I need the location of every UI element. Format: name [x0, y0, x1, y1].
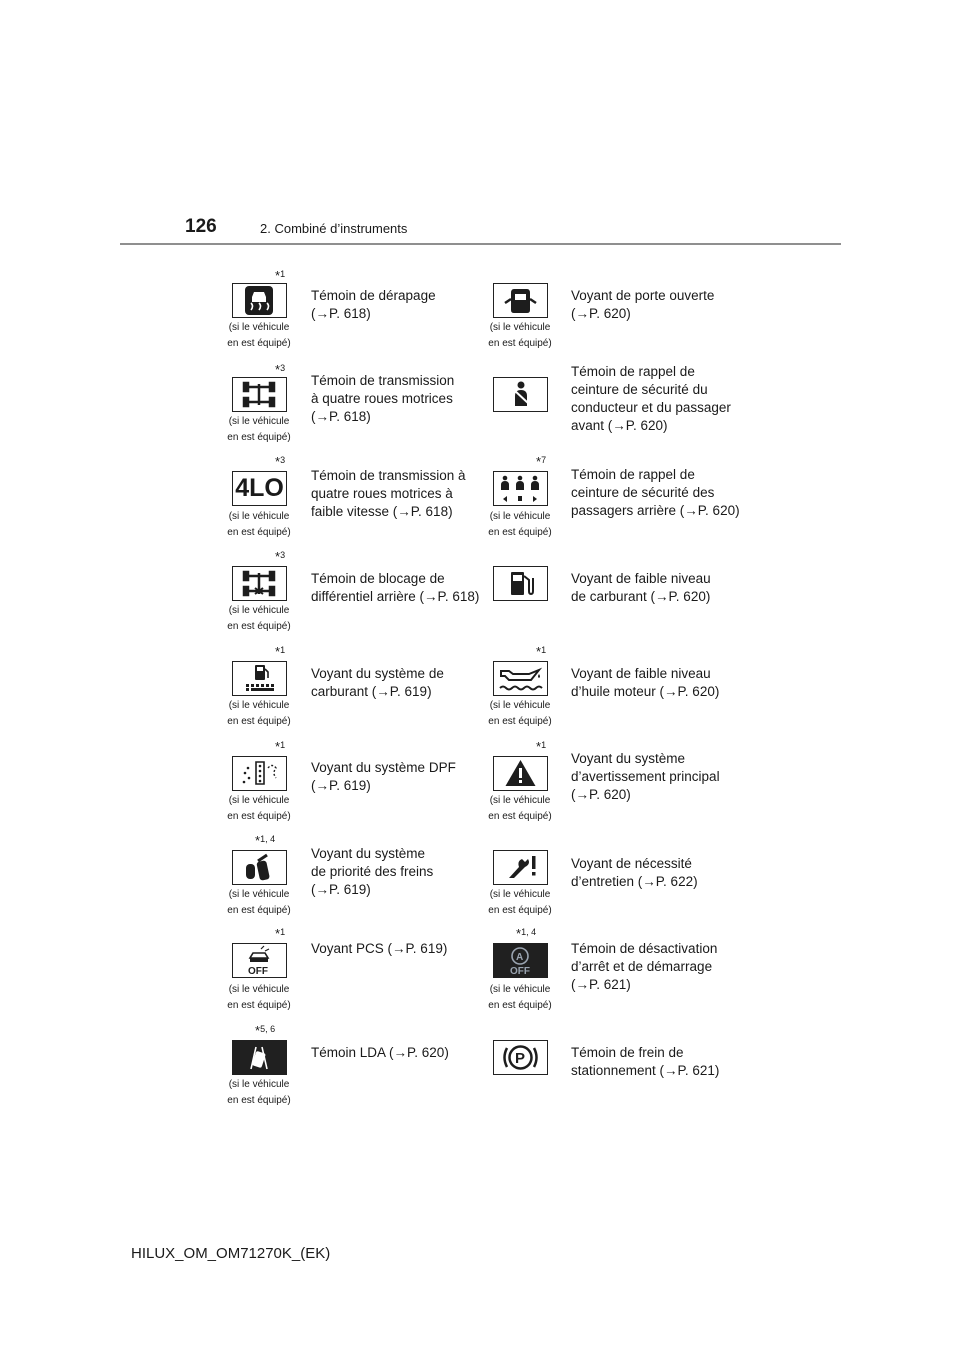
- description-line: avant (→P. 620): [571, 418, 668, 433]
- condition-line-1: (si le véhicule: [228, 795, 290, 806]
- indicator-description: [571, 287, 751, 323]
- indicator-description: [311, 570, 491, 606]
- description-line: Voyant de faible niveau: [571, 571, 711, 586]
- skid-icon: [232, 283, 287, 318]
- footnote-mark: [275, 739, 285, 754]
- footnote-star: *: [275, 549, 281, 564]
- footnote-ref: 1: [280, 927, 286, 937]
- indicator-description: [571, 1044, 751, 1080]
- equipment-condition: [224, 982, 294, 1014]
- footer-doc-code: HILUX_OM_OM71270K_(EK): [131, 1245, 331, 1262]
- footnote-star: *: [275, 926, 281, 941]
- condition-line-2: en est équipé): [488, 716, 552, 727]
- description-line: (→P. 620): [571, 306, 631, 321]
- condition-line-2: en est équipé): [227, 1095, 291, 1106]
- description-line: différentiel arrière (→P. 618): [311, 589, 480, 604]
- footnote-ref: 1: [280, 645, 286, 655]
- equipment-condition: [224, 887, 294, 919]
- description-line: faible vitesse (→P. 618): [311, 504, 453, 519]
- footnote-ref: 1, 4: [521, 927, 537, 937]
- description-line: passagers arrière (→P. 620): [571, 503, 740, 518]
- condition-line-2: en est équipé): [488, 905, 552, 916]
- lda-icon: [232, 1040, 287, 1075]
- indicator-description: [311, 1044, 491, 1062]
- description-line: Témoin de transmission à: [311, 468, 466, 483]
- condition-line-2: en est équipé): [488, 811, 552, 822]
- indicator-description: [311, 845, 491, 899]
- condition-line-2: en est équipé): [227, 716, 291, 727]
- description-line: d’avertissement principal: [571, 769, 720, 784]
- condition-line-2: en est équipé): [227, 621, 291, 632]
- description-line: Témoin de désactivation: [571, 941, 718, 956]
- description-line: ceinture de sécurité du: [571, 382, 708, 397]
- footnote-star: *: [275, 362, 281, 377]
- description-line: Témoin de frein de: [571, 1045, 684, 1060]
- indicator-description: [311, 467, 491, 521]
- indicator-description: [311, 759, 491, 795]
- brake-override-icon: [232, 850, 287, 885]
- description-line: Voyant PCS (→P. 619): [311, 941, 448, 956]
- oil-level-icon: [493, 661, 548, 696]
- description-line: conducteur et du passager: [571, 400, 731, 415]
- equipment-condition: [485, 982, 555, 1014]
- svg-text:A: A: [516, 952, 524, 963]
- condition-line-1: (si le véhicule: [228, 416, 290, 427]
- description-line: Témoin LDA (→P. 620): [311, 1045, 449, 1060]
- seatbelt-icon: [493, 377, 548, 412]
- condition-line-1: (si le véhicule: [489, 889, 551, 900]
- svg-text:P: P: [515, 1050, 526, 1067]
- fuel-pump-icon: [493, 566, 548, 601]
- indicator-description: [311, 287, 491, 323]
- footnote-star: *: [255, 1023, 261, 1038]
- 4lo-icon: [232, 471, 287, 506]
- svg-text:OFF: OFF: [510, 966, 530, 976]
- footnote-star: *: [536, 739, 542, 754]
- description-line: Voyant de porte ouverte: [571, 288, 715, 303]
- footnote-star: *: [536, 454, 542, 469]
- description-line: Témoin de dérapage: [311, 288, 436, 303]
- condition-line-2: en est équipé): [227, 905, 291, 916]
- description-line: Témoin de transmission: [311, 373, 455, 388]
- description-line: Voyant de nécessité: [571, 856, 692, 871]
- footnote-mark: [275, 644, 285, 659]
- chapter-title: 2. Combiné d’instruments: [260, 221, 408, 236]
- equipment-condition: [224, 603, 294, 635]
- footnote-ref: 3: [280, 363, 286, 373]
- rear-diff-lock-icon: [232, 566, 287, 601]
- parking-brake-icon: [493, 1040, 548, 1075]
- equipment-condition: [224, 793, 294, 825]
- condition-line-1: (si le véhicule: [489, 700, 551, 711]
- indicator-description: [311, 665, 491, 701]
- equipment-condition: [224, 698, 294, 730]
- equipment-condition: [224, 509, 294, 541]
- footnote-star: *: [536, 644, 542, 659]
- footnote-ref: 3: [280, 455, 286, 465]
- indicator-description: [571, 855, 751, 891]
- fuel-system-icon: [232, 661, 287, 696]
- footnote-star: *: [275, 268, 281, 283]
- icon-text: 4LO: [235, 474, 284, 502]
- footnote-star: *: [516, 926, 522, 941]
- door-open-icon: [493, 283, 548, 318]
- footnote-ref: 3: [280, 550, 286, 560]
- footnote-mark: [275, 926, 285, 941]
- indicator-description: [571, 466, 751, 520]
- condition-line-2: en est équipé): [227, 1000, 291, 1011]
- description-line: Voyant du système de: [311, 666, 444, 681]
- description-line: (→P. 618): [311, 409, 371, 424]
- equipment-condition: [485, 509, 555, 541]
- description-line: quatre roues motrices à: [311, 486, 453, 501]
- description-line: d’arrêt et de démarrage: [571, 959, 713, 974]
- description-line: (→P. 619): [311, 778, 371, 793]
- pcs-off-icon: [232, 943, 287, 978]
- condition-line-1: (si le véhicule: [489, 984, 551, 995]
- stop-start-off-icon: [493, 943, 548, 978]
- description-line: Témoin de rappel de: [571, 364, 695, 379]
- description-line: Voyant du système: [571, 751, 686, 766]
- footnote-mark: [275, 549, 285, 564]
- footnote-mark: [275, 268, 285, 283]
- footnote-mark: [255, 1023, 275, 1038]
- maintenance-icon: [493, 850, 548, 885]
- footnote-ref: 1: [541, 645, 547, 655]
- footnote-ref: 1: [280, 740, 286, 750]
- 4wd-icon: [232, 377, 287, 412]
- footnote-ref: 7: [541, 455, 547, 465]
- condition-line-1: (si le véhicule: [228, 984, 290, 995]
- svg-text:OFF: OFF: [248, 966, 268, 976]
- description-line: carburant (→P. 619): [311, 684, 432, 699]
- description-line: à quatre roues motrices: [311, 391, 453, 406]
- condition-line-1: (si le véhicule: [489, 322, 551, 333]
- description-line: (→P. 619): [311, 882, 371, 897]
- equipment-condition: [224, 1077, 294, 1109]
- description-line: stationnement (→P. 621): [571, 1063, 720, 1078]
- condition-line-2: en est équipé): [488, 338, 552, 349]
- footnote-mark: [536, 739, 546, 754]
- condition-line-1: (si le véhicule: [489, 511, 551, 522]
- equipment-condition: [485, 698, 555, 730]
- description-line: Témoin de blocage de: [311, 571, 445, 586]
- description-line: (→P. 618): [311, 306, 371, 321]
- footnote-star: *: [275, 739, 281, 754]
- master-warning-icon: [493, 756, 548, 791]
- indicator-description: [571, 570, 751, 606]
- footnote-mark: [536, 454, 546, 469]
- condition-line-1: (si le véhicule: [228, 511, 290, 522]
- description-line: ceinture de sécurité des: [571, 485, 715, 500]
- description-line: (→P. 621): [571, 977, 631, 992]
- footnote-ref: 1, 4: [260, 834, 276, 844]
- indicator-description: [571, 665, 751, 701]
- description-line: d’huile moteur (→P. 620): [571, 684, 720, 699]
- description-line: d’entretien (→P. 622): [571, 874, 698, 889]
- footnote-ref: 5, 6: [260, 1024, 276, 1034]
- description-line: Voyant du système DPF: [311, 760, 456, 775]
- equipment-condition: [485, 793, 555, 825]
- equipment-condition: [485, 887, 555, 919]
- footnote-ref: 1: [280, 269, 286, 279]
- description-line: Voyant du système: [311, 846, 426, 861]
- description-line: de priorité des freins: [311, 864, 434, 879]
- condition-line-2: en est équipé): [227, 811, 291, 822]
- description-line: Témoin de rappel de: [571, 467, 695, 482]
- condition-line-1: (si le véhicule: [228, 605, 290, 616]
- footnote-mark: [255, 833, 275, 848]
- footnote-mark: [516, 926, 536, 941]
- indicator-description: [311, 372, 491, 426]
- footnote-star: *: [275, 454, 281, 469]
- condition-line-1: (si le véhicule: [228, 322, 290, 333]
- footnote-star: *: [275, 644, 281, 659]
- description-line: Voyant de faible niveau: [571, 666, 711, 681]
- condition-line-1: (si le véhicule: [489, 795, 551, 806]
- equipment-condition: [485, 320, 555, 352]
- condition-line-2: en est équipé): [227, 432, 291, 443]
- condition-line-1: (si le véhicule: [228, 700, 290, 711]
- condition-line-2: en est équipé): [227, 527, 291, 538]
- equipment-condition: [224, 320, 294, 352]
- equipment-condition: [224, 414, 294, 446]
- condition-line-1: (si le véhicule: [228, 889, 290, 900]
- footnote-ref: 1: [541, 740, 547, 750]
- indicator-description: [571, 363, 751, 435]
- indicator-description: [571, 940, 751, 994]
- page-number: 126: [185, 216, 217, 237]
- condition-line-2: en est équipé): [488, 527, 552, 538]
- footnote-mark: [275, 454, 285, 469]
- condition-line-2: en est équipé): [488, 1000, 552, 1011]
- indicator-description: [571, 750, 751, 804]
- condition-line-1: (si le véhicule: [228, 1079, 290, 1090]
- description-line: de carburant (→P. 620): [571, 589, 711, 604]
- condition-line-2: en est équipé): [227, 338, 291, 349]
- footnote-mark: [275, 362, 285, 377]
- footnote-mark: [536, 644, 546, 659]
- description-line: (→P. 620): [571, 787, 631, 802]
- footnote-star: *: [255, 833, 261, 848]
- indicator-description: [311, 940, 491, 958]
- rear-seatbelt-icon: [493, 471, 548, 506]
- dpf-icon: [232, 756, 287, 791]
